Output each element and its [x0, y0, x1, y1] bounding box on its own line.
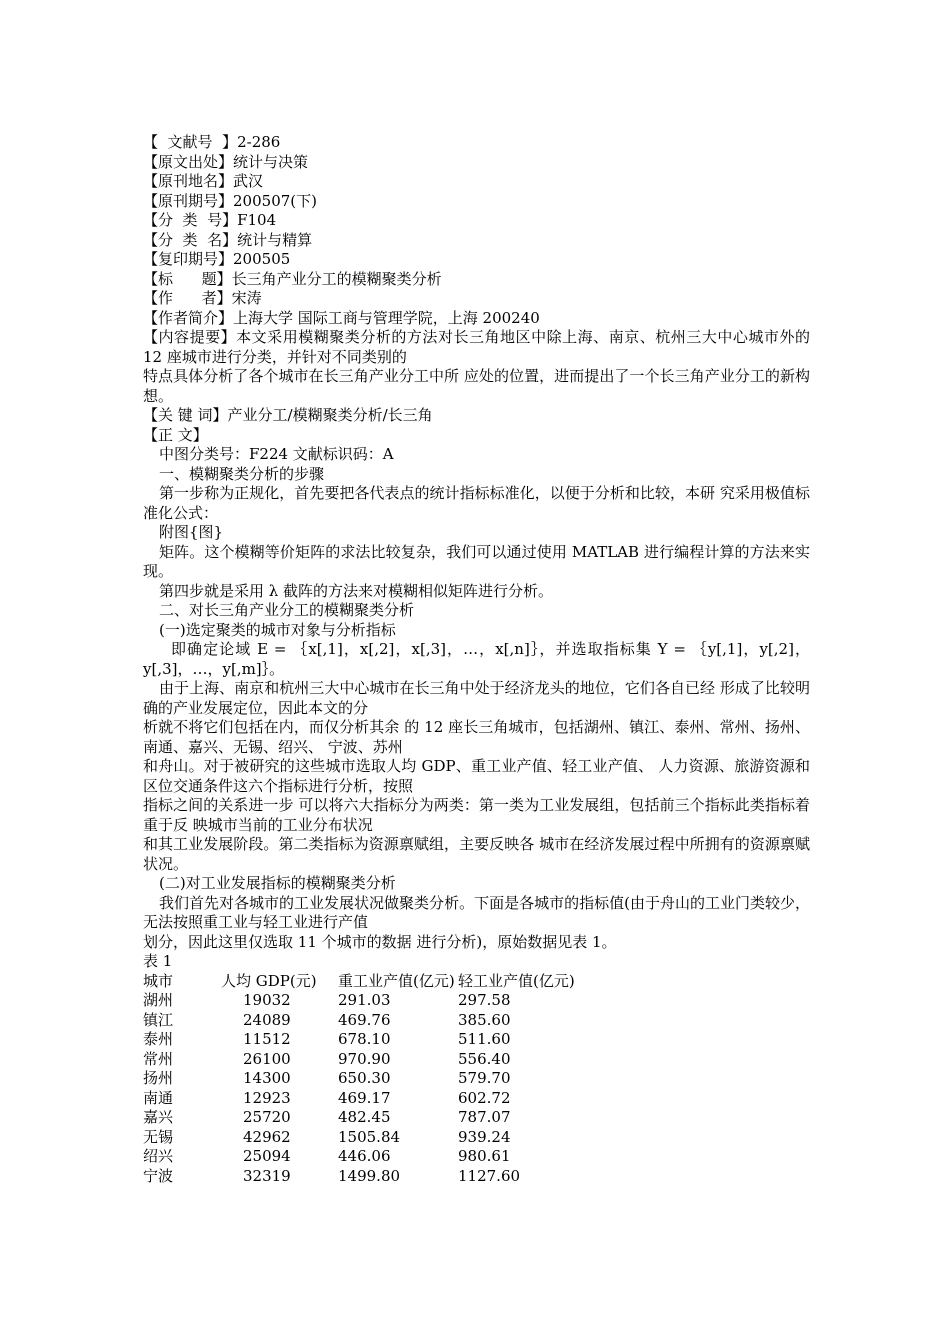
table-cell: 湖州	[143, 991, 174, 1009]
table-cell: 511.60	[458, 1030, 511, 1048]
table-row	[143, 991, 608, 1011]
meta-place: 【原刊地名】武汉	[143, 172, 264, 190]
figure-placeholder: 附图{图}	[159, 523, 224, 541]
table-cell: 42962	[243, 1127, 291, 1146]
column-header: 城市	[143, 971, 174, 990]
table-cell: 602.72	[458, 1088, 511, 1107]
meta-source: 【原文出处】统计与决策	[143, 152, 309, 171]
meta-issue: 【原刊期号】200507(下)	[143, 191, 317, 210]
document-page	[143, 133, 810, 1186]
table-cell: 970.90	[338, 1049, 391, 1068]
table-cell: 678.10	[338, 1030, 391, 1048]
meta-reprint: 【复印期号】200505	[143, 250, 291, 268]
table-cell: 1499.80	[338, 1166, 401, 1185]
table-cell: 579.70	[458, 1069, 511, 1087]
table-cell: 939.24	[458, 1127, 511, 1146]
table-cell: 宁波	[143, 1166, 174, 1185]
paragraph: 和舟山。对于被研究的这些城市选取人均 GDP、重工业产值、轻工业产值、 人力资源、旅游资源和区位交通条件这六个指标进行分析，按照	[143, 757, 810, 795]
table-cell: 650.30	[338, 1069, 391, 1087]
table-cell: 14300	[243, 1069, 291, 1087]
column-header: 重工业产值(亿元)	[338, 971, 455, 990]
table-cell: 26100	[243, 1049, 291, 1068]
body-label: 【正 文】	[143, 425, 208, 444]
table-cell: 11512	[243, 1030, 291, 1048]
table-cell: 南通	[143, 1088, 174, 1107]
table-row	[143, 1128, 608, 1148]
table-row	[143, 1050, 608, 1070]
table-cell: 297.58	[458, 991, 511, 1009]
table-cell: 1127.60	[458, 1166, 521, 1185]
table-cell: 嘉兴	[143, 1108, 174, 1126]
table-row	[143, 1147, 608, 1167]
table-cell: 787.07	[458, 1108, 511, 1126]
table-row	[143, 1108, 608, 1128]
table-cell: 385.60	[458, 1010, 511, 1029]
table-cell: 446.06	[338, 1147, 391, 1165]
column-header: 人均 GDP(元)	[221, 971, 317, 990]
table-row	[143, 1069, 608, 1089]
section-heading-2: 二、对长三角产业分工的模糊聚类分析	[159, 601, 415, 619]
paragraph: 第四步就是采用 λ 截阵的方法来对模糊相似矩阵进行分析。	[159, 581, 554, 600]
table-row	[143, 1011, 608, 1031]
section-heading-1: 一、模糊聚类分析的步骤	[159, 464, 325, 483]
table-cell: 12923	[243, 1088, 291, 1107]
table-cell: 泰州	[143, 1030, 174, 1048]
keywords: 【关 键 词】产业分工/模糊聚类分析/长三角	[143, 406, 433, 424]
table-cell: 24089	[243, 1010, 291, 1029]
table-row	[143, 1167, 608, 1187]
paragraph: 析就不将它们包括在内，而仅分析其余 的 12 座长三角城市，包括湖州、镇江、泰州、常州、扬州、南通、嘉兴、无锡、绍兴、 宁波、苏州	[143, 718, 810, 756]
paragraph: 即确定论域 E = ｛x[,1]，x[,2]，x[,3]，…，x[,n]｝，并选取指标集 Y = ｛y[,1]，y[,2]，y[,3]，…，y[,m]｝。	[143, 640, 810, 678]
paragraph: 矩阵。这个模糊等价矩阵的求法比较复杂，我们可以通过使用 MATLAB 进行编程计算的方法来实现。	[143, 542, 810, 580]
column-header: 轻工业产值(亿元)	[458, 971, 575, 990]
paragraph: 我们首先对各城市的工业发展状况做聚类分析。下面是各城市的指标值(由于舟山的工业门类较少，无法按照重工业与轻工业进行产值	[143, 893, 810, 931]
table-cell: 32319	[243, 1166, 291, 1185]
table-caption: 表 1	[143, 952, 173, 970]
table-cell: 镇江	[143, 1010, 174, 1029]
subsection-heading-2: (二)对工业发展指标的模糊聚类分析	[159, 874, 396, 892]
table-cell: 25720	[243, 1108, 291, 1126]
abstract-part-1: 【内容提要】本文采用模糊聚类分析的方法对长三角地区中除上海、南京、杭州三大中心城市外的 12 座城市进行分类，并针对不同类别的	[143, 328, 810, 366]
meta-doc-number: 【 文献号 】2-286	[143, 133, 281, 151]
meta-author: 【作 者】宋涛	[143, 289, 262, 307]
table-cell: 556.40	[458, 1049, 511, 1068]
table-cell: 469.17	[338, 1088, 391, 1107]
table-cell: 291.03	[338, 991, 391, 1009]
table-cell: 19032	[243, 991, 291, 1009]
metadata-block	[143, 133, 810, 328]
table-cell: 扬州	[143, 1069, 174, 1087]
table-cell: 482.45	[338, 1108, 391, 1126]
table-cell: 1505.84	[338, 1127, 401, 1146]
table-row	[143, 1089, 608, 1109]
paragraph: 和其工业发展阶段。第二类指标为资源禀赋组，主要反映各 城市在经济发展过程中所拥有的资源禀赋状况。	[143, 835, 810, 873]
table-header-row	[143, 972, 608, 992]
table-cell: 469.76	[338, 1010, 391, 1029]
table-row	[143, 1030, 608, 1050]
table-cell: 25094	[243, 1147, 291, 1165]
table-cell: 无锡	[143, 1127, 174, 1146]
data-table	[143, 972, 608, 1187]
abstract-part-2: 特点具体分析了各个城市在长三角产业分工中所 应处的位置，进而提出了一个长三角产业分工的新构想。	[143, 367, 810, 405]
table-cell: 常州	[143, 1049, 174, 1068]
paragraph: 由于上海、南京和杭州三大中心城市在长三角中处于经济龙头的地位，它们各自已经 形成了比较明确的产业发展定位，因此本文的分	[143, 679, 810, 717]
meta-class-name: 【分 类 名】统计与精算	[143, 230, 313, 249]
meta-class-code: 【分 类 号】F104	[143, 211, 277, 229]
table-cell: 绍兴	[143, 1147, 174, 1165]
meta-title: 【标 题】长三角产业分工的模糊聚类分析	[143, 269, 442, 288]
classification-line: 中图分类号：F224 文献标识码：A	[159, 445, 394, 463]
subsection-heading-1: (一)选定聚类的城市对象与分析指标	[159, 620, 396, 639]
paragraph: 划分，因此这里仅选取 11 个城市的数据 进行分析)，原始数据见表 1。	[143, 932, 617, 951]
paragraph: 第一步称为正规化，首先要把各代表点的统计指标标准化，以便于分析和比较，本研 究采用极值标准化公式：	[143, 484, 810, 522]
paragraph: 指标之间的关系进一步 可以将六大指标分为两类：第一类为工业发展组，包括前三个指标此类指标着重于反 映城市当前的工业分布状况	[143, 796, 810, 834]
meta-author-bio: 【作者简介】上海大学 国际工商与管理学院，上海 200240	[143, 308, 540, 327]
table-cell: 980.61	[458, 1147, 511, 1165]
